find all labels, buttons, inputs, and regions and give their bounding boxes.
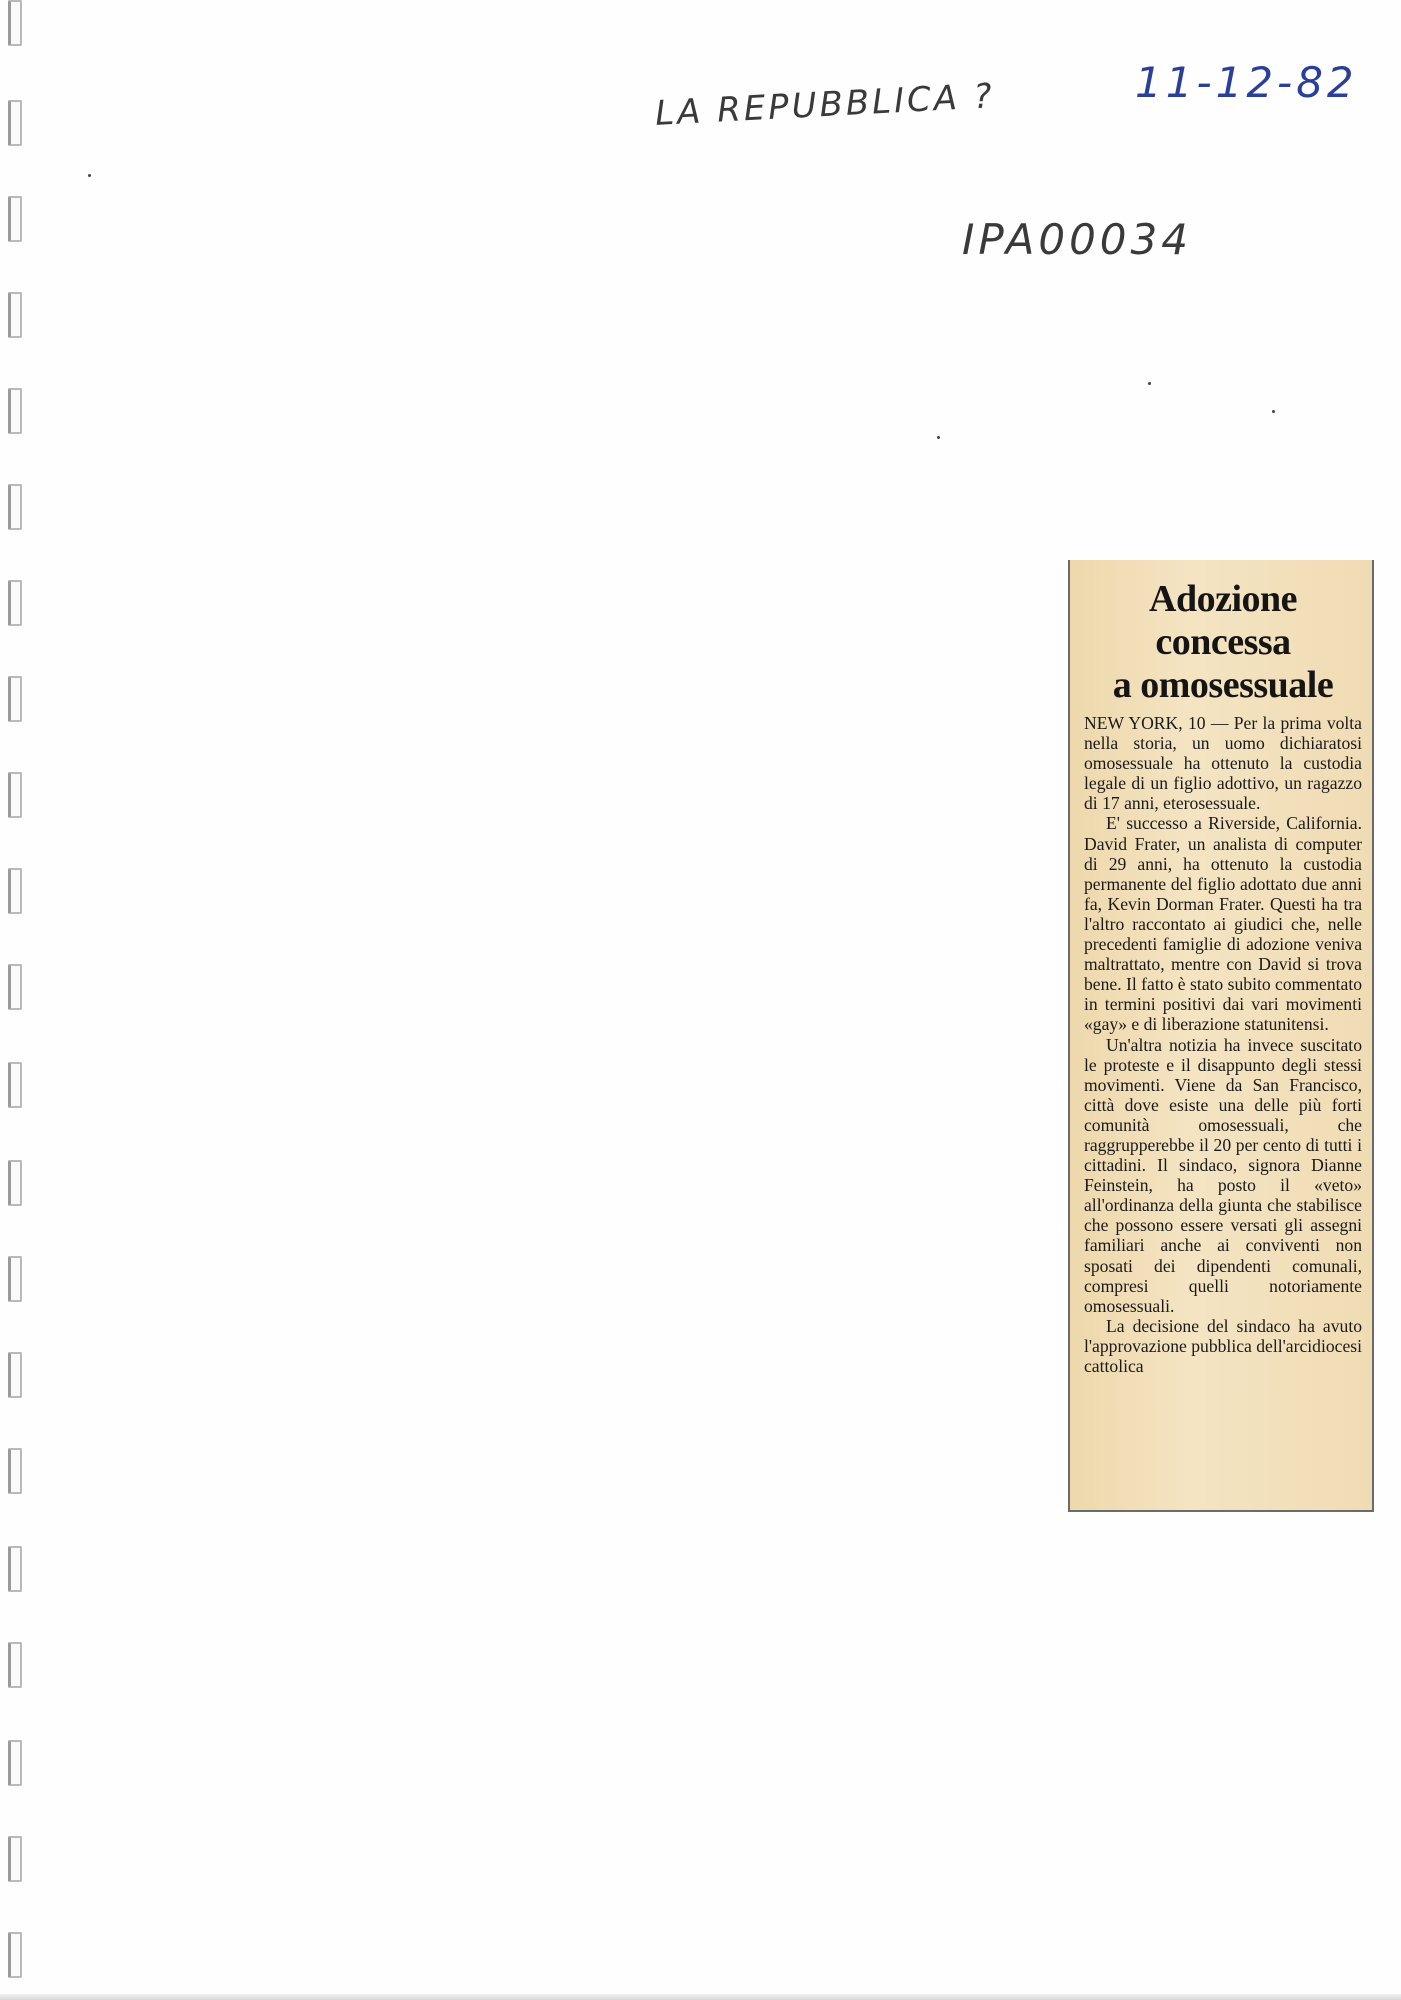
binder-hole xyxy=(8,484,22,530)
binder-hole xyxy=(8,772,22,818)
binder-hole xyxy=(8,1836,22,1882)
binder-hole xyxy=(8,1160,22,1206)
article-paragraph: NEW YORK, 10 — Per la prima volta nella storia, un uomo dichiaratosi omosessuale ha ottenuto la custodia legale di un figlio adottivo, un ragazzo di 17 anni, eterosessuale. xyxy=(1084,713,1362,814)
headline-line: a omosessuale xyxy=(1112,664,1334,706)
page-bottom-edge xyxy=(0,1994,1401,2000)
handwritten-archive-code: IPA00034 xyxy=(962,215,1192,264)
binder-hole xyxy=(8,676,22,722)
handwritten-date-note: 11-12-82 xyxy=(1135,58,1358,107)
binder-hole xyxy=(8,868,22,914)
article-paragraph: La decisione del sindaco ha avuto l'approvazione pubblica dell'arcidiocesi cattolica xyxy=(1084,1315,1362,1376)
binder-strip xyxy=(0,0,40,2000)
binder-hole xyxy=(8,0,22,46)
binder-hole xyxy=(8,100,22,146)
newspaper-clipping xyxy=(1068,560,1374,1512)
binder-hole xyxy=(8,1256,22,1302)
headline-line: Adozione xyxy=(1149,578,1297,620)
scan-speck xyxy=(1148,382,1151,385)
scan-speck xyxy=(937,436,940,439)
article-body xyxy=(1084,713,1362,1376)
binder-hole xyxy=(8,1740,22,1786)
binder-hole xyxy=(8,196,22,242)
binder-hole xyxy=(8,964,22,1010)
binder-hole xyxy=(8,292,22,338)
handwritten-source-note: LA REPUBBLICA ? xyxy=(654,76,996,134)
binder-hole xyxy=(8,580,22,626)
binder-hole xyxy=(8,1062,22,1108)
binder-hole xyxy=(8,1448,22,1494)
headline-line: concessa xyxy=(1155,621,1291,663)
scan-speck xyxy=(88,174,91,177)
article-paragraph: Un'altra notizia ha invece suscitato le proteste e il disappunto degli stessi movimenti. Viene da San Francisco, città dove esiste una delle più forti comunità omosessuali, che raggrupperebbe il 20 per cento di tutti i cittadini. Il sindaco, signora Dianne Feinstein, ha posto il «veto» all'ordinanza della giunta che stabilisce che possono essere versati gli assegni familiari anche ai conviventi non sposati dei dipendenti comunali, compresi quelli notoriamente omosessuali. xyxy=(1084,1034,1362,1316)
article-paragraph: E' successo a Riverside, California. David Frater, un analista di computer di 29 anni, ha ottenuto la custodia permanente del figlio adottato due anni fa, Kevin Dorman Frater. Questi ha tra l'altro raccontato ai giudici che, nelle precedenti famiglie di adozione veniva maltrattato, mentre con David si trova bene. Il fatto è stato subito commentato in termini positivi dai vari movimenti «gay» e di liberazione statunitensi. xyxy=(1084,813,1363,1035)
binder-hole xyxy=(8,1546,22,1592)
binder-hole xyxy=(8,1642,22,1688)
scan-speck xyxy=(1272,410,1275,413)
binder-hole xyxy=(8,388,22,434)
binder-hole xyxy=(8,1932,22,1978)
binder-hole xyxy=(8,1352,22,1398)
article-headline xyxy=(1084,578,1362,707)
